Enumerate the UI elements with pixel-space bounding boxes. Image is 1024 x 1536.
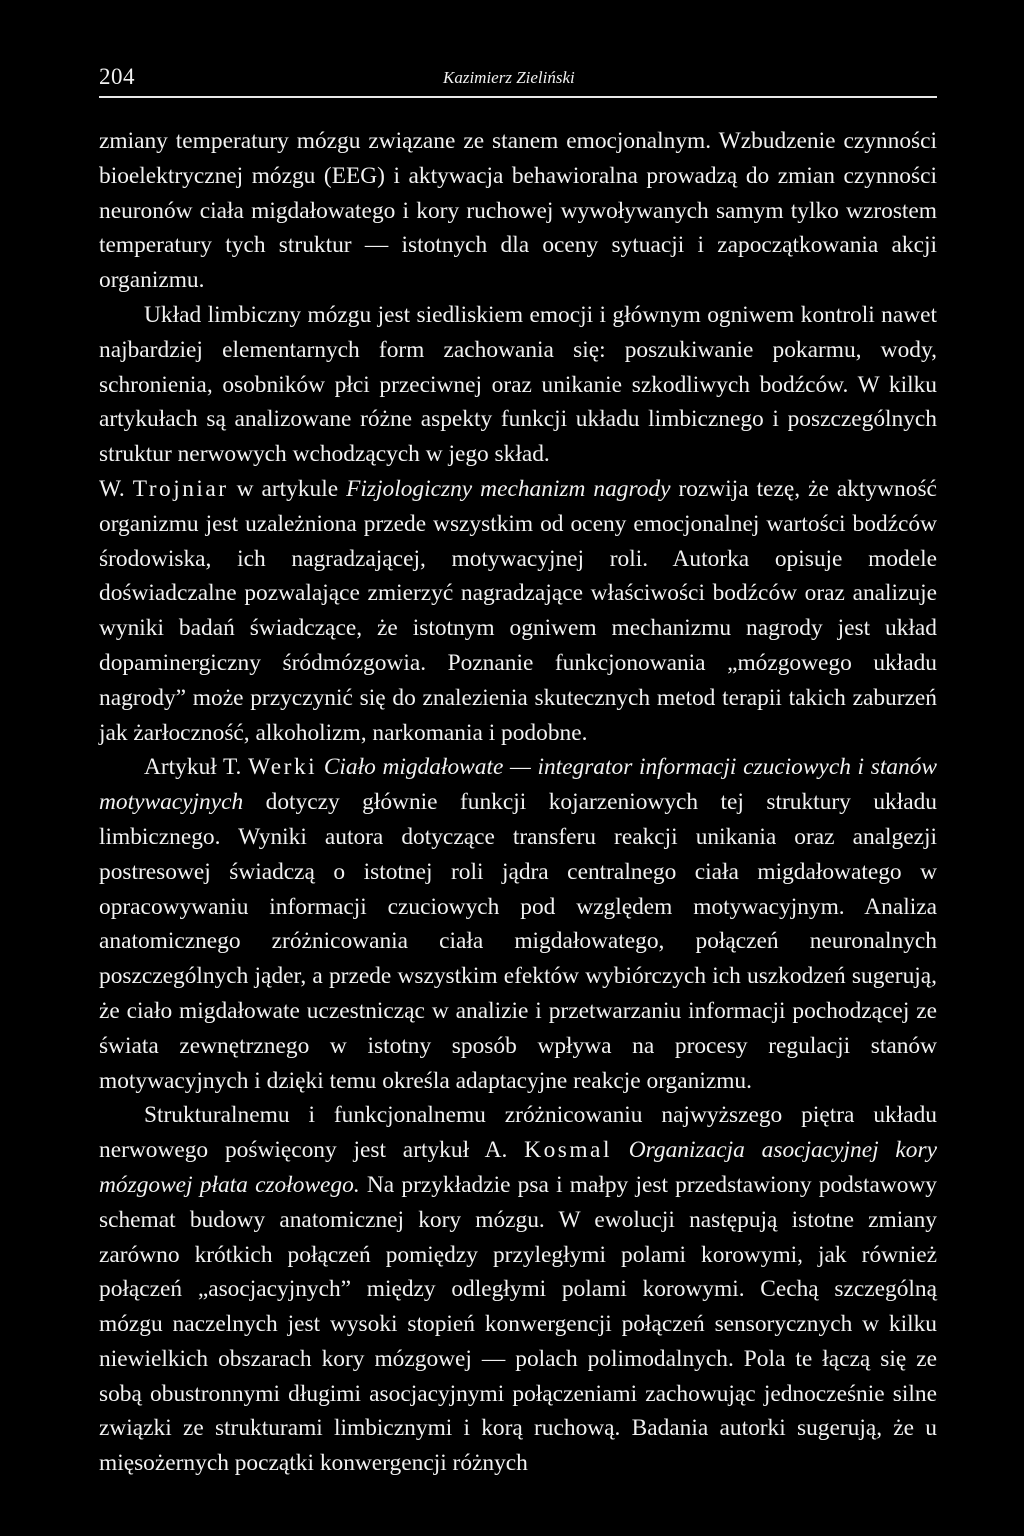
body-text (99, 124, 937, 1481)
author-initial: W. (99, 475, 125, 502)
paragraph-text: Strukturalnemu i funkcjonalnemu zróżnicowaniu najwyższego piętra układu nerwowego poświęcony jest artykuł A. (99, 1102, 937, 1164)
paragraph-5 (99, 1098, 937, 1481)
article-title: Organizacja asocjacyjnej kory mózgowej płata czołowego. (99, 1137, 937, 1198)
paragraph-text: Na przykładzie psa i małpy jest przedstawiony podstawowy schemat budowy anatomicznej kory mózgu. W ewolucji następują istotne zmiany zarówno krótkich połączeń pomiędzy przyległymi polami korowymi, jak również połączeń „asocjacyjnych” między odległymi polami korowymi. Cechą szczególną mózgu naczelnych jest wysoki stopień konwergencji połączeń sensorycznych w kilku niewielkich obszarach kory mózgowej — polach polimodalnych. Pola te łączą się ze sobą obustronnymi długimi asocjacyjnymi połączeniami zachowując jednocześnie silne związki ze strukturami limbicznymi i korą ruchową. Badania autorki sugerują, że u mięsożernych początki konwergencji różnych (99, 1171, 938, 1477)
article-title: Ciało migdałowate — integrator informacji czuciowych i stanów motywacyjnych (99, 754, 937, 816)
paragraph-text: w artykule (236, 475, 339, 502)
page-number: 204 (99, 64, 135, 89)
page (99, 62, 937, 1481)
author-name: Trojniar (132, 475, 229, 502)
paragraph-text: rozwija tezę, że aktywność organizmu jest uzależniona przede wszystkim od oceny emocjonalnej wartości bodźców środowiska, ich nagradzającej, motywacyjnej roli. Autorka opisuje modele doświadczalne pozwalające zmierzyć nagradzające właściwości bodźców oraz analizuje wyniki badań świadczące, że istotnym ogniwem mechanizmu nagrody jest układ dopaminergiczny śródmózgowia. Poznanie funkcjonowania „mózgowego układu nagrody” może przyczynić się do znalezienia skutecznych metod terapii takich zaburzeń jak żarłoczność, alkoholizm, narkomania i podobne. (99, 475, 937, 746)
running-head-author: Kazimierz Zieliński (443, 68, 575, 87)
paragraph-2: Układ limbiczny mózgu jest siedliskiem emocji i głównym ogniwem kontroli nawet najbardziej elementarnych form zachowania się: poszukiwanie pokarmu, wody, schronienia, osobników płci przeciwnej oraz unikanie szkodliwych bodźców. W kilku artykułach są analizowane różne aspekty funkcji układu limbicznego i poszczególnych struktur nerwowych wchodzących w jego skład. (99, 301, 937, 468)
paragraph-1: zmiany temperatury mózgu związane ze stanem emocjonalnym. Wzbudzenie czynności bioelektrycznej mózgu (EEG) i aktywacja behawioralna prowadzą do zmian czynności neuronów ciała migdałowatego i kory ruchowej wywoływanych samym tylko wzrostem temperatury tych struktur — istotnych dla oceny sytuacji i zapoczątkowania akcji organizmu. (99, 128, 937, 294)
paragraph-3 (99, 472, 937, 750)
paragraph-4 (99, 750, 937, 1098)
author-name: Kosmal (524, 1137, 612, 1164)
author-name: Werki (248, 754, 318, 781)
paragraph-text: Artykuł T. (144, 754, 242, 781)
running-head (99, 62, 937, 98)
paragraph-text: dotyczy głównie funkcji kojarzeniowych tej struktury układu limbicznego. Wyniki autora dotyczące transferu reakcji unikania oraz analgezji postresowej świadczą o istotnej roli jądra centralnego ciała migdałowatego w opracowywaniu informacji czuciowych pod względem motywacyjnym. Analiza anatomicznego zróżnicowania ciała migdałowatego, połączeń neuronalnych poszczególnych jąder, a przede wszystkim efektów wybiórczych ich uszkodzeń sugerują, że ciało migdałowate uczestnicząc w analizie i przetwarzaniu informacji pochodzącej ze świata zewnętrznego w istotny sposób wpływa na procesy regulacji stanów motywacyjnych i dzięki temu określa adaptacyjne reakcje organizmu. (99, 789, 937, 1094)
article-title: Fizjologiczny mechanizm nagrody (346, 475, 671, 502)
